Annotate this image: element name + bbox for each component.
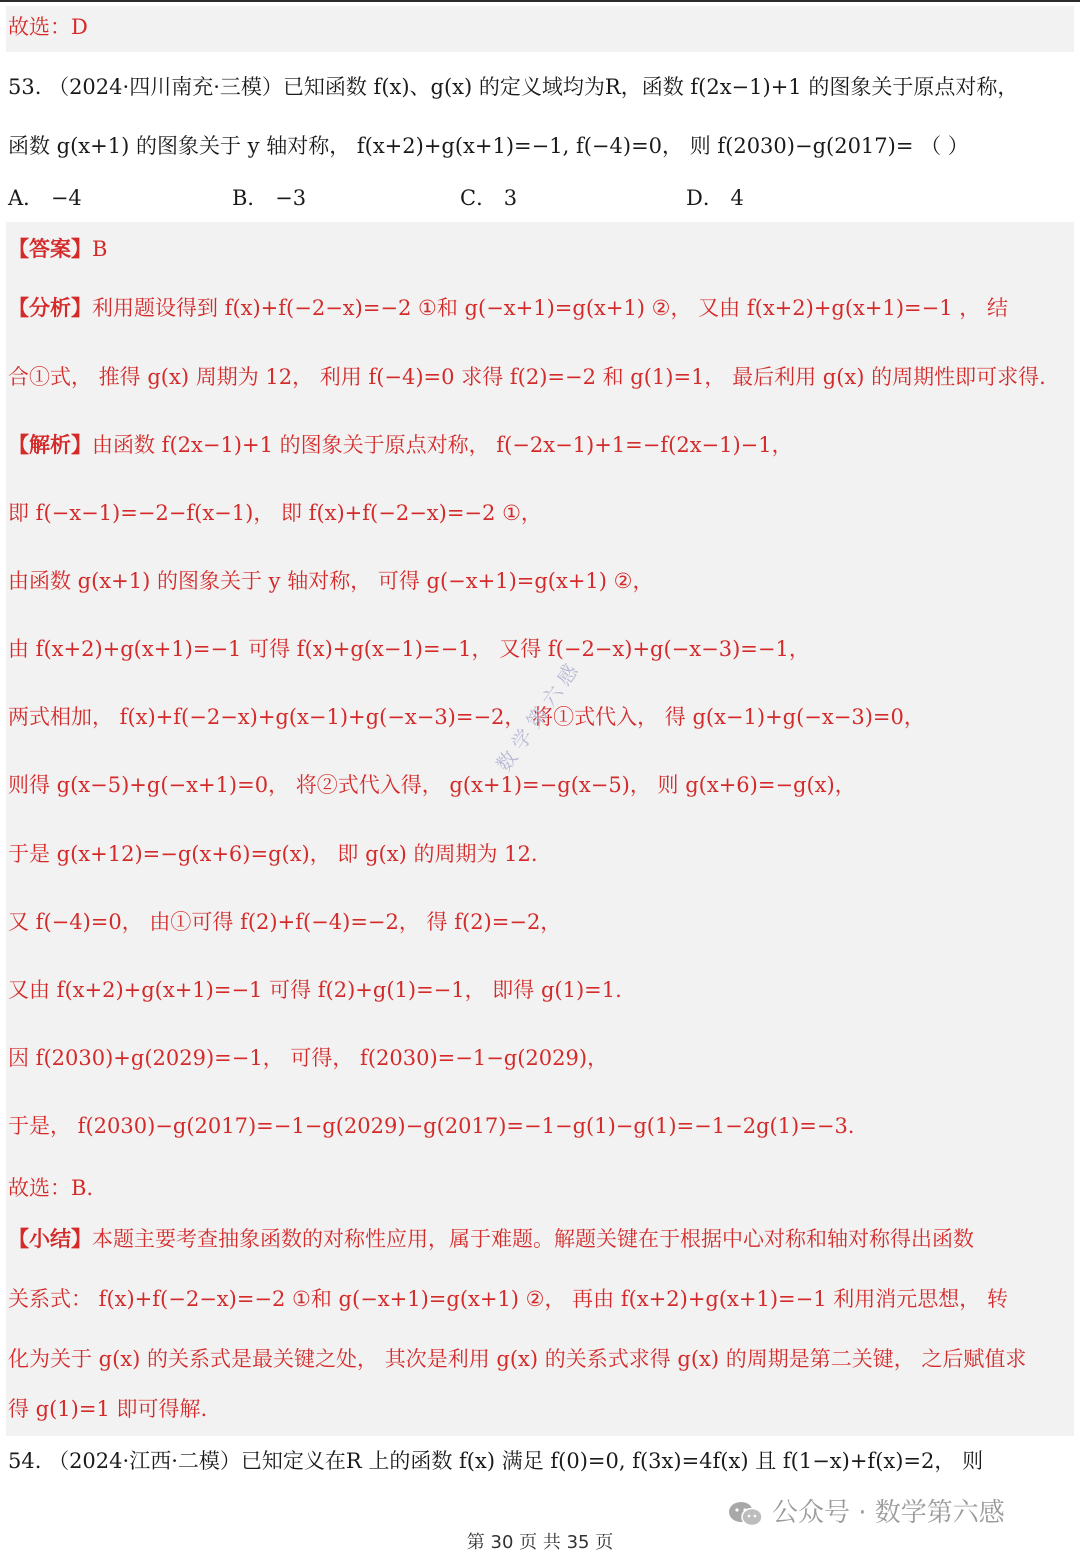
- q53-option-b: B． −3: [232, 186, 307, 210]
- answer-value: B: [92, 237, 108, 261]
- solution-tag: 【解析】: [8, 432, 92, 457]
- q53-stem-line-1: 53. （2024·四川南充·三模）已知函数 f(x)、g(x) 的定义域均为R，函数 f(2x−1)+1 的图象关于原点对称，: [8, 75, 1019, 99]
- solution-line-9: 又由 f(x+2)+g(x+1)=−1 可得 f(2)+g(1)=−1， 即得 g(1)=1.: [8, 978, 622, 1002]
- prev-conclusion: 故选：D: [8, 15, 88, 39]
- analysis-tag: 【分析】: [8, 295, 92, 320]
- answer-line: [8, 234, 1074, 264]
- summary-tag: 【小结】: [8, 1226, 92, 1251]
- summary-line-2: 关系式： f(x)+f(−2−x)=−2 ①和 g(−x+1)=g(x+1) ②， 再由 f(x+2)+g(x+1)=−1 利用消元思想， 转: [8, 1287, 1008, 1311]
- solution-line-8: 又 f(−4)=0， 由①可得 f(2)+f(−4)=−2， 得 f(2)=−2，: [8, 910, 562, 934]
- q53-option-c: C． 3: [460, 186, 518, 210]
- analysis-text-1: 利用题设得到 f(x)+f(−2−x)=−2 ①和 g(−x+1)=g(x+1) ②， 又由 f(x+2)+g(x+1)=−1 ， 结: [92, 296, 1008, 320]
- center-watermark-stamp: 数 学 第 六 感: [491, 659, 583, 777]
- summary-line-3: 化为关于 g(x) 的关系式是最关键之处， 其次是利用 g(x) 的关系式求得 g(x) 的周期是第二关键， 之后赋值求: [8, 1347, 1027, 1371]
- solution-line-10: 因 f(2030)+g(2029)=−1， 可得， f(2030)=−1−g(2029)，: [8, 1046, 609, 1070]
- wechat-logo-icon: [728, 1501, 764, 1527]
- q53-stem-line-2: 函数 g(x+1) 的图象关于 y 轴对称， f(x+2)+g(x+1)=−1, f(−4)=0， 则 f(2030)−g(2017)= （ ）: [8, 134, 969, 158]
- summary-text-1: 本题主要考查抽象函数的对称性应用，属于难题。解题关键在于根据中心对称和轴对称得出函数: [92, 1227, 974, 1251]
- solution-line-4: 由 f(x+2)+g(x+1)=−1 可得 f(x)+g(x−1)=−1， 又得 f(−2−x)+g(−x−3)=−1，: [8, 637, 810, 661]
- answer-tag: 【答案】: [8, 236, 92, 261]
- solution-line-5: 两式相加， f(x)+f(−2−x)+g(x−1)+g(−x−3)=−2， 将①式代入， 得 g(x−1)+g(−x−3)=0，: [8, 705, 925, 729]
- solution-text-1: 由函数 f(2x−1)+1 的图象关于原点对称， f(−2x−1)+1=−f(2x−1)−1，: [92, 433, 793, 457]
- q53-option-d: D． 4: [686, 186, 744, 210]
- q53-option-a: A． −4: [8, 186, 82, 210]
- analysis-line-1: [8, 293, 1074, 323]
- page-footer: 第 30 页 共 35 页: [466, 1532, 614, 1553]
- summary-line-4: 得 g(1)=1 即可得解.: [8, 1397, 208, 1421]
- summary-line-1: [8, 1224, 1074, 1254]
- solution-line-1: [8, 430, 1074, 460]
- top-border: [0, 0, 1080, 2]
- solution-line-7: 于是 g(x+12)=−g(x+6)=g(x)， 即 g(x) 的周期为 12.: [8, 842, 538, 866]
- analysis-line-2: 合①式， 推得 g(x) 周期为 12， 利用 f(−4)=0 求得 f(2)=−2 和 g(1)=1， 最后利用 g(x) 的周期性即可求得.: [8, 365, 1046, 389]
- solution-conclusion: 故选：B.: [8, 1176, 94, 1200]
- wechat-watermark: [728, 1492, 1005, 1529]
- solution-line-6: 则得 g(x−5)+g(−x+1)=0， 将②式代入得， g(x+1)=−g(x−5)， 则 g(x+6)=−g(x)，: [8, 773, 856, 797]
- solution-line-11: 于是， f(2030)−g(2017)=−1−g(2029)−g(2017)=−1−g(1)−g(1)=−1−2g(1)=−3.: [8, 1114, 855, 1138]
- q54-stem-line-1: 54. （2024·江西·二模）已知定义在R 上的函数 f(x) 满足 f(0)=0, f(3x)=4f(x) 且 f(1−x)+f(x)=2， 则: [8, 1449, 984, 1473]
- solution-line-3: 由函数 g(x+1) 的图象关于 y 轴对称， 可得 g(−x+1)=g(x+1) ②，: [8, 569, 654, 593]
- solution-line-2: 即 f(−x−1)=−2−f(x−1)， 即 f(x)+f(−2−x)=−2 ①，: [8, 501, 542, 525]
- watermark-text: 公众号 · 数学第六感: [772, 1498, 1005, 1528]
